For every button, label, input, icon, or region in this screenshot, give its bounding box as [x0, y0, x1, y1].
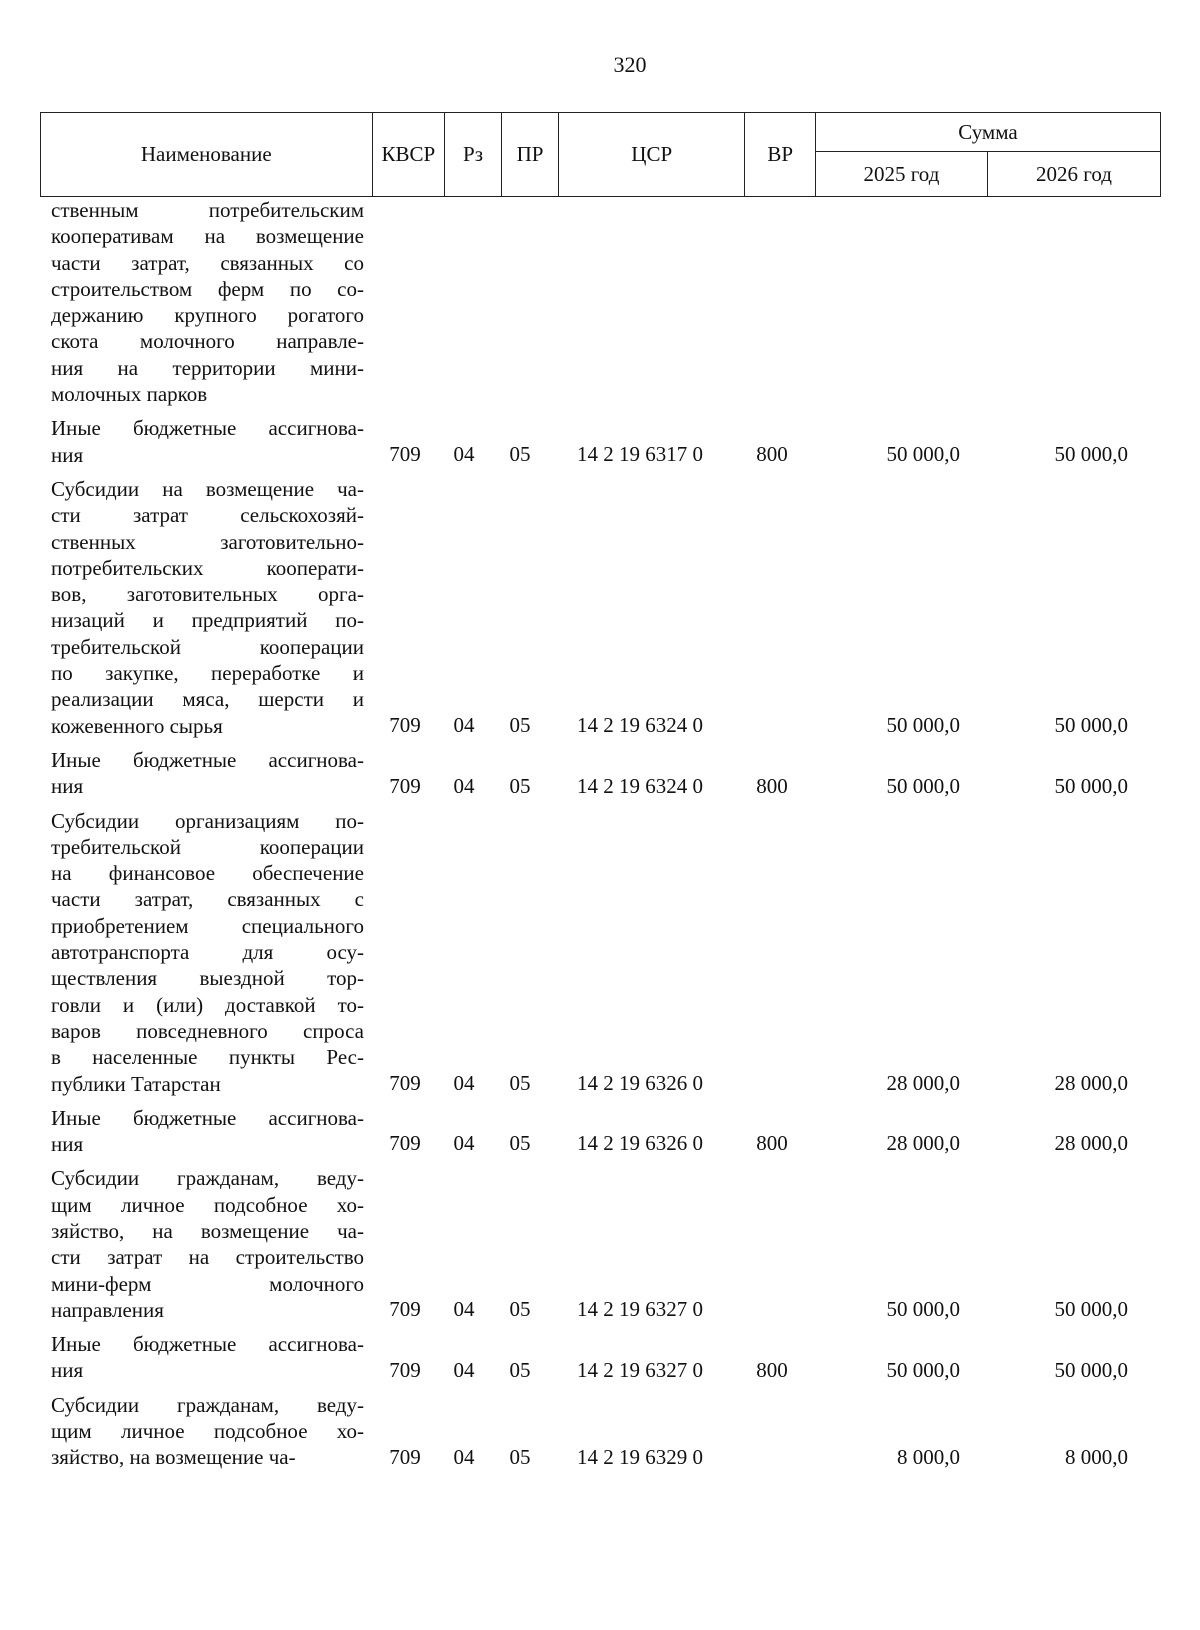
row-values [0, 1070, 1200, 1097]
row-name-line: части затрат, связанных с [51, 887, 364, 912]
header-name: Наименование [41, 113, 373, 197]
row-name-line: низаций и предприятий по- [51, 608, 364, 633]
sum-2026-cell: 50 000,0 [1054, 773, 1128, 798]
row-name-line: молочных парков [51, 382, 208, 407]
row-name-line: в населенные пункты Рес- [51, 1045, 364, 1070]
table-row [0, 1105, 1200, 1158]
kvsr-cell: 709 [389, 441, 421, 466]
row-name-line: кожевенного сырья [51, 713, 223, 738]
header-year-2025: 2025 год [815, 152, 987, 197]
csr-cell: 14 2 19 6324 0 [577, 712, 703, 737]
row-name-line: приобретением специального [51, 913, 364, 938]
table-body [0, 197, 1200, 1479]
sum-2025-cell: 28 000,0 [886, 1070, 960, 1095]
row-values [0, 773, 1200, 800]
sum-2025-cell: 50 000,0 [886, 1357, 960, 1382]
pr-cell: 05 [509, 712, 531, 737]
rz-cell: 04 [453, 1131, 475, 1156]
header-sum: Сумма [815, 113, 1160, 152]
row-name-line: направления [51, 1297, 164, 1322]
pr-cell: 05 [509, 1297, 531, 1322]
rz-cell: 04 [453, 1297, 475, 1322]
sum-2025-cell: 8 000,0 [897, 1444, 960, 1469]
row-name-line: требительской кооперации [51, 634, 364, 659]
header-kvsr: КВСР [372, 113, 445, 197]
header-csr: ЦСР [558, 113, 744, 197]
header-rz: Рз [445, 113, 502, 197]
row-values [0, 1130, 1200, 1157]
row-name-line: ния [51, 442, 84, 467]
vr-cell: 800 [756, 773, 788, 798]
row-name-line: части затрат, связанных со [51, 250, 364, 275]
row-values [0, 441, 1200, 468]
pr-cell: 05 [509, 773, 531, 798]
kvsr-cell: 709 [389, 1297, 421, 1322]
table-header [40, 112, 1161, 197]
vr-cell: 800 [756, 441, 788, 466]
row-name [51, 476, 364, 739]
table-row [0, 476, 1200, 739]
row-name-line: Субсидии на возмещение ча- [51, 476, 364, 501]
pr-cell: 05 [509, 1131, 531, 1156]
csr-cell: 14 2 19 6326 0 [577, 1070, 703, 1095]
csr-cell: 14 2 19 6326 0 [577, 1131, 703, 1156]
sum-2025-cell: 50 000,0 [886, 773, 960, 798]
csr-cell: 14 2 19 6329 0 [577, 1444, 703, 1469]
row-name-line: по закупке, переработке и [51, 661, 364, 686]
row-name-line: ственных заготовительно- [51, 529, 364, 554]
row-name-line: публики Татарстан [51, 1071, 221, 1096]
page-number: 320 [613, 52, 647, 77]
row-name-line: Иные бюджетные ассигнова- [51, 1105, 364, 1130]
pr-cell: 05 [509, 441, 531, 466]
rz-cell: 04 [453, 1070, 475, 1095]
pr-cell: 05 [509, 1070, 531, 1095]
table-row [0, 197, 1200, 407]
row-name-line: зяйство, на возмещение ча- [51, 1445, 296, 1470]
row-name-line: реализации мяса, шерсти и [51, 687, 364, 712]
sum-2026-cell: 50 000,0 [1054, 1357, 1128, 1382]
kvsr-cell: 709 [389, 1131, 421, 1156]
pr-cell: 05 [509, 1444, 531, 1469]
row-values [0, 1444, 1200, 1471]
pr-cell: 05 [509, 1357, 531, 1382]
csr-cell: 14 2 19 6327 0 [577, 1297, 703, 1322]
table-row [0, 808, 1200, 1097]
kvsr-cell: 709 [389, 1070, 421, 1095]
kvsr-cell: 709 [389, 773, 421, 798]
row-name-line: Иные бюджетные ассигнова- [51, 416, 364, 441]
row-values [0, 712, 1200, 739]
row-name-line: кооперативам на возмещение [51, 224, 364, 249]
row-name-line: ния [51, 774, 84, 799]
header-vr: ВР [745, 113, 815, 197]
row-name-line: сти затрат на строительство [51, 1245, 364, 1270]
row-name-line: варов повседневного спроса [51, 1018, 364, 1043]
row-name-line: держанию крупного рогатого [51, 303, 364, 328]
row-values [0, 1296, 1200, 1323]
sum-2026-cell: 50 000,0 [1054, 712, 1128, 737]
row-name-line: Субсидии гражданам, веду- [51, 1392, 364, 1417]
row-name-line: Субсидии гражданам, веду- [51, 1166, 364, 1191]
header-pr: ПР [502, 113, 559, 197]
sum-2025-cell: 50 000,0 [886, 441, 960, 466]
sum-2026-cell: 28 000,0 [1054, 1070, 1128, 1095]
row-name [51, 197, 364, 407]
row-name-line: ния [51, 1358, 84, 1383]
rz-cell: 04 [453, 441, 475, 466]
row-name-line: на финансовое обеспечение [51, 861, 364, 886]
row-name-line: вов, заготовительных орга- [51, 582, 364, 607]
rz-cell: 04 [453, 1357, 475, 1382]
vr-cell: 800 [756, 1131, 788, 1156]
table-row [0, 1331, 1200, 1384]
sum-2026-cell: 28 000,0 [1054, 1131, 1128, 1156]
sum-2026-cell: 50 000,0 [1054, 1297, 1128, 1322]
row-name-line: зяйство, на возмещение ча- [51, 1218, 364, 1243]
row-name-line: ния [51, 1132, 84, 1157]
row-name-line: ществления выездной тор- [51, 966, 364, 991]
row-name [51, 808, 364, 1097]
row-name-line: потребительских кооперати- [51, 555, 364, 580]
table-row [0, 415, 1200, 468]
table-row [0, 1392, 1200, 1471]
row-values [0, 1357, 1200, 1384]
csr-cell: 14 2 19 6327 0 [577, 1357, 703, 1382]
sum-2026-cell: 8 000,0 [1065, 1444, 1128, 1469]
row-name-line: щим личное подсобное хо- [51, 1192, 364, 1217]
row-name-line: требительской кооперации [51, 834, 364, 859]
row-name-line: мини-ферм молочного [51, 1271, 364, 1296]
header-year-2026: 2026 год [987, 152, 1160, 197]
row-name-line: Иные бюджетные ассигнова- [51, 747, 364, 772]
sum-2025-cell: 50 000,0 [886, 1297, 960, 1322]
sum-2025-cell: 28 000,0 [886, 1131, 960, 1156]
row-values [0, 380, 1200, 407]
row-name-line: щим личное подсобное хо- [51, 1419, 364, 1444]
row-name-line: Иные бюджетные ассигнова- [51, 1332, 364, 1357]
kvsr-cell: 709 [389, 712, 421, 737]
table-row [0, 747, 1200, 800]
csr-cell: 14 2 19 6317 0 [577, 441, 703, 466]
row-name-line: сти затрат сельскохозяй- [51, 503, 364, 528]
sum-2025-cell: 50 000,0 [886, 712, 960, 737]
sum-2026-cell: 50 000,0 [1054, 441, 1128, 466]
kvsr-cell: 709 [389, 1357, 421, 1382]
rz-cell: 04 [453, 773, 475, 798]
rz-cell: 04 [453, 1444, 475, 1469]
rz-cell: 04 [453, 712, 475, 737]
row-name-line: ственным потребительским [51, 198, 364, 222]
vr-cell: 800 [756, 1357, 788, 1382]
row-name-line: скота молочного направле- [51, 329, 364, 354]
row-name-line: Субсидии организациям по- [51, 808, 364, 833]
row-name-line: ния на территории мини- [51, 355, 364, 380]
row-name-line: говли и (или) доставкой то- [51, 992, 364, 1017]
row-name-line: строительством ферм по со- [51, 276, 364, 301]
table-row [0, 1165, 1200, 1323]
row-name-line: автотранспорта для осу- [51, 940, 364, 965]
kvsr-cell: 709 [389, 1444, 421, 1469]
csr-cell: 14 2 19 6324 0 [577, 773, 703, 798]
